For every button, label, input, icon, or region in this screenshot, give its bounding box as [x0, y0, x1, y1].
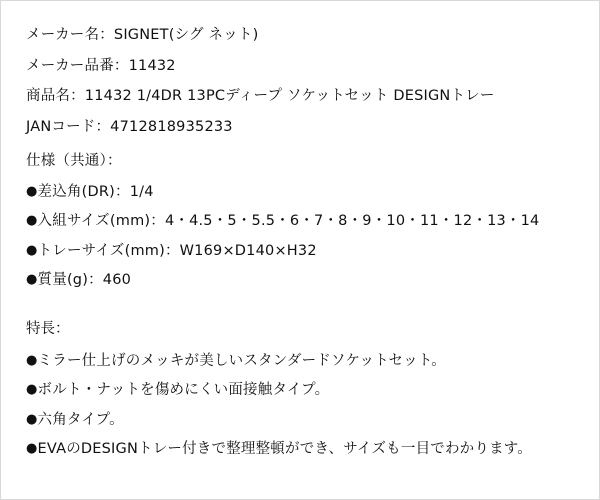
- weight-line: [26, 273, 576, 288]
- product-name-line: 商品名：11432 1/4DR 13PCディープ ソケットセット DESIGNトレー: [26, 88, 495, 104]
- bullet-icon: ●: [26, 183, 38, 199]
- bullet-icon: ●: [26, 352, 38, 368]
- bullet-icon: ●: [26, 382, 38, 397]
- mirror-finish-line: [26, 354, 576, 369]
- mirror-finish-text: ミラー仕上げのメッキが美しいスタンダードソケットセット。: [37, 352, 446, 369]
- eva-tray-text: EVAのDESIGNトレー付きで整理整頓ができ、サイズも一目でわかります。: [37, 441, 533, 457]
- weight-text: 質量(g)：460: [37, 272, 132, 288]
- feature-block: [26, 317, 576, 457]
- bullet-icon: ●: [26, 272, 38, 287]
- surface-contact-line: [26, 383, 576, 398]
- hex-type-text: 六角タイプ。: [37, 411, 124, 428]
- spacer-between-sections: [26, 303, 576, 317]
- maker-part-number-line: メーカー品番：11432: [26, 57, 176, 74]
- specification-block: [26, 28, 576, 288]
- surface-contact-text: ボルト・ナットを傷めにくい面接触タイプ。: [37, 382, 330, 398]
- drive-size-line: [26, 185, 576, 200]
- socket-sizes-line: [26, 214, 576, 229]
- socket-sizes-text: 入組サイズ(mm)：4・4.5・5・5.5・6・7・8・9・10・11・12・13・14: [37, 213, 540, 229]
- tray-size-text: トレーサイズ(mm)：W169×D140×H32: [37, 242, 317, 259]
- bullet-icon: ●: [26, 441, 38, 456]
- jan-code-line: JANコード：4712818935233: [26, 118, 233, 135]
- maker-name-line: メーカー名：SIGNET(シグ ネット): [26, 27, 259, 43]
- bullet-icon: ●: [26, 242, 38, 258]
- tray-size-line: [26, 244, 576, 259]
- bullet-icon: ●: [26, 411, 38, 427]
- hex-type-line: [26, 413, 576, 428]
- spec-heading: 仕様（共通）：: [26, 153, 122, 169]
- feature-heading: 特長：: [26, 320, 70, 337]
- eva-tray-line: [26, 442, 576, 457]
- bullet-icon: ●: [26, 213, 38, 228]
- drive-size-text: 差込角(DR)：1/4: [37, 183, 154, 200]
